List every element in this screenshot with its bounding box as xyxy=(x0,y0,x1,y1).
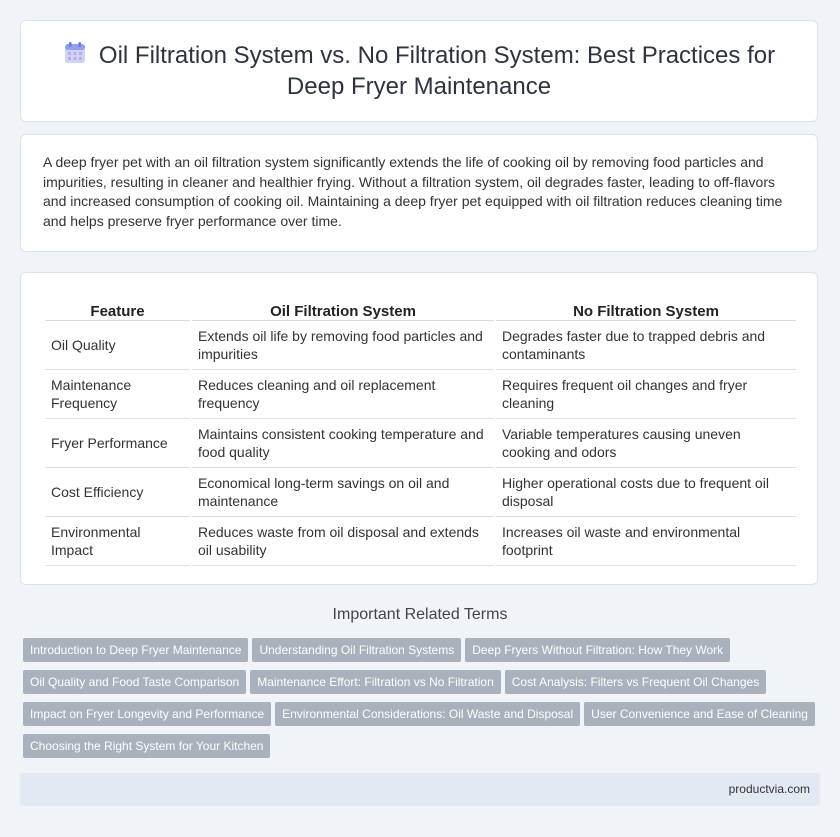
row-feature: Maintenance Frequency xyxy=(45,370,190,419)
header-oil-filtration: Oil Filtration System xyxy=(192,295,494,321)
footer xyxy=(20,773,820,806)
table-row xyxy=(45,468,796,517)
related-term-tag[interactable]: Introduction to Deep Fryer Maintenance xyxy=(23,638,248,662)
page-title-text: Oil Filtration System vs. No Filtration System: Best Practices for Deep Fryer Maintenance xyxy=(98,42,776,100)
footer-site-link[interactable]: productvia.com xyxy=(728,782,810,796)
calendar-icon xyxy=(63,41,87,72)
table-row xyxy=(45,370,796,419)
row-feature: Environmental Impact xyxy=(45,517,190,566)
table-row xyxy=(45,419,796,468)
row-no-filtration: Variable temperatures causing uneven cooking and odors xyxy=(496,419,796,468)
row-feature: Fryer Performance xyxy=(45,419,190,468)
related-term-tag[interactable]: Deep Fryers Without Filtration: How They Work xyxy=(465,638,730,662)
related-term-tag[interactable]: Cost Analysis: Filters vs Frequent Oil Changes xyxy=(505,670,766,694)
related-term-tag[interactable]: Oil Quality and Food Taste Comparison xyxy=(23,670,246,694)
table-row xyxy=(45,517,796,566)
row-oil-filtration: Reduces cleaning and oil replacement frequency xyxy=(192,370,494,419)
row-no-filtration: Degrades faster due to trapped debris and contaminants xyxy=(496,321,796,370)
row-oil-filtration: Maintains consistent cooking temperature and food quality xyxy=(192,419,494,468)
row-oil-filtration: Reduces waste from oil disposal and extends oil usability xyxy=(192,517,494,566)
row-oil-filtration: Economical long-term savings on oil and maintenance xyxy=(192,468,494,517)
page-title xyxy=(59,41,779,101)
row-no-filtration: Requires frequent oil changes and fryer cleaning xyxy=(496,370,796,419)
header-feature: Feature xyxy=(45,295,190,321)
related-term-tag[interactable]: Maintenance Effort: Filtration vs No Filtration xyxy=(250,670,501,694)
header-no-filtration: No Filtration System xyxy=(496,295,796,321)
comparison-card xyxy=(20,272,818,585)
table-header-row xyxy=(45,295,796,321)
row-feature: Oil Quality xyxy=(45,321,190,370)
related-term-tag[interactable]: User Convenience and Ease of Cleaning xyxy=(584,702,815,726)
related-term-tag[interactable]: Choosing the Right System for Your Kitchen xyxy=(23,734,270,758)
intro-text: A deep fryer pet with an oil filtration system significantly extends the life of cooking oil by removing food particles and impurities, resulting in cleaner and healthier frying. Without a filtration system, oil degrades faster, leading to off-flavors and increased consumption of cooking oil. Maintaining a deep fryer pet equipped with oil filtration reduces cleaning time and helps preserve fryer performance over time. xyxy=(43,154,783,229)
related-terms-list xyxy=(23,638,823,766)
intro-card xyxy=(20,134,818,252)
header-card xyxy=(20,20,818,122)
row-no-filtration: Increases oil waste and environmental footprint xyxy=(496,517,796,566)
related-term-tag[interactable]: Impact on Fryer Longevity and Performance xyxy=(23,702,271,726)
related-term-tag[interactable]: Environmental Considerations: Oil Waste and Disposal xyxy=(275,702,580,726)
related-terms-title: Important Related Terms xyxy=(332,606,508,623)
comparison-table xyxy=(43,295,798,566)
row-no-filtration: Higher operational costs due to frequent oil disposal xyxy=(496,468,796,517)
related-term-tag[interactable]: Understanding Oil Filtration Systems xyxy=(252,638,461,662)
table-row xyxy=(45,321,796,370)
row-oil-filtration: Extends oil life by removing food particles and impurities xyxy=(192,321,494,370)
row-feature: Cost Efficiency xyxy=(45,468,190,517)
